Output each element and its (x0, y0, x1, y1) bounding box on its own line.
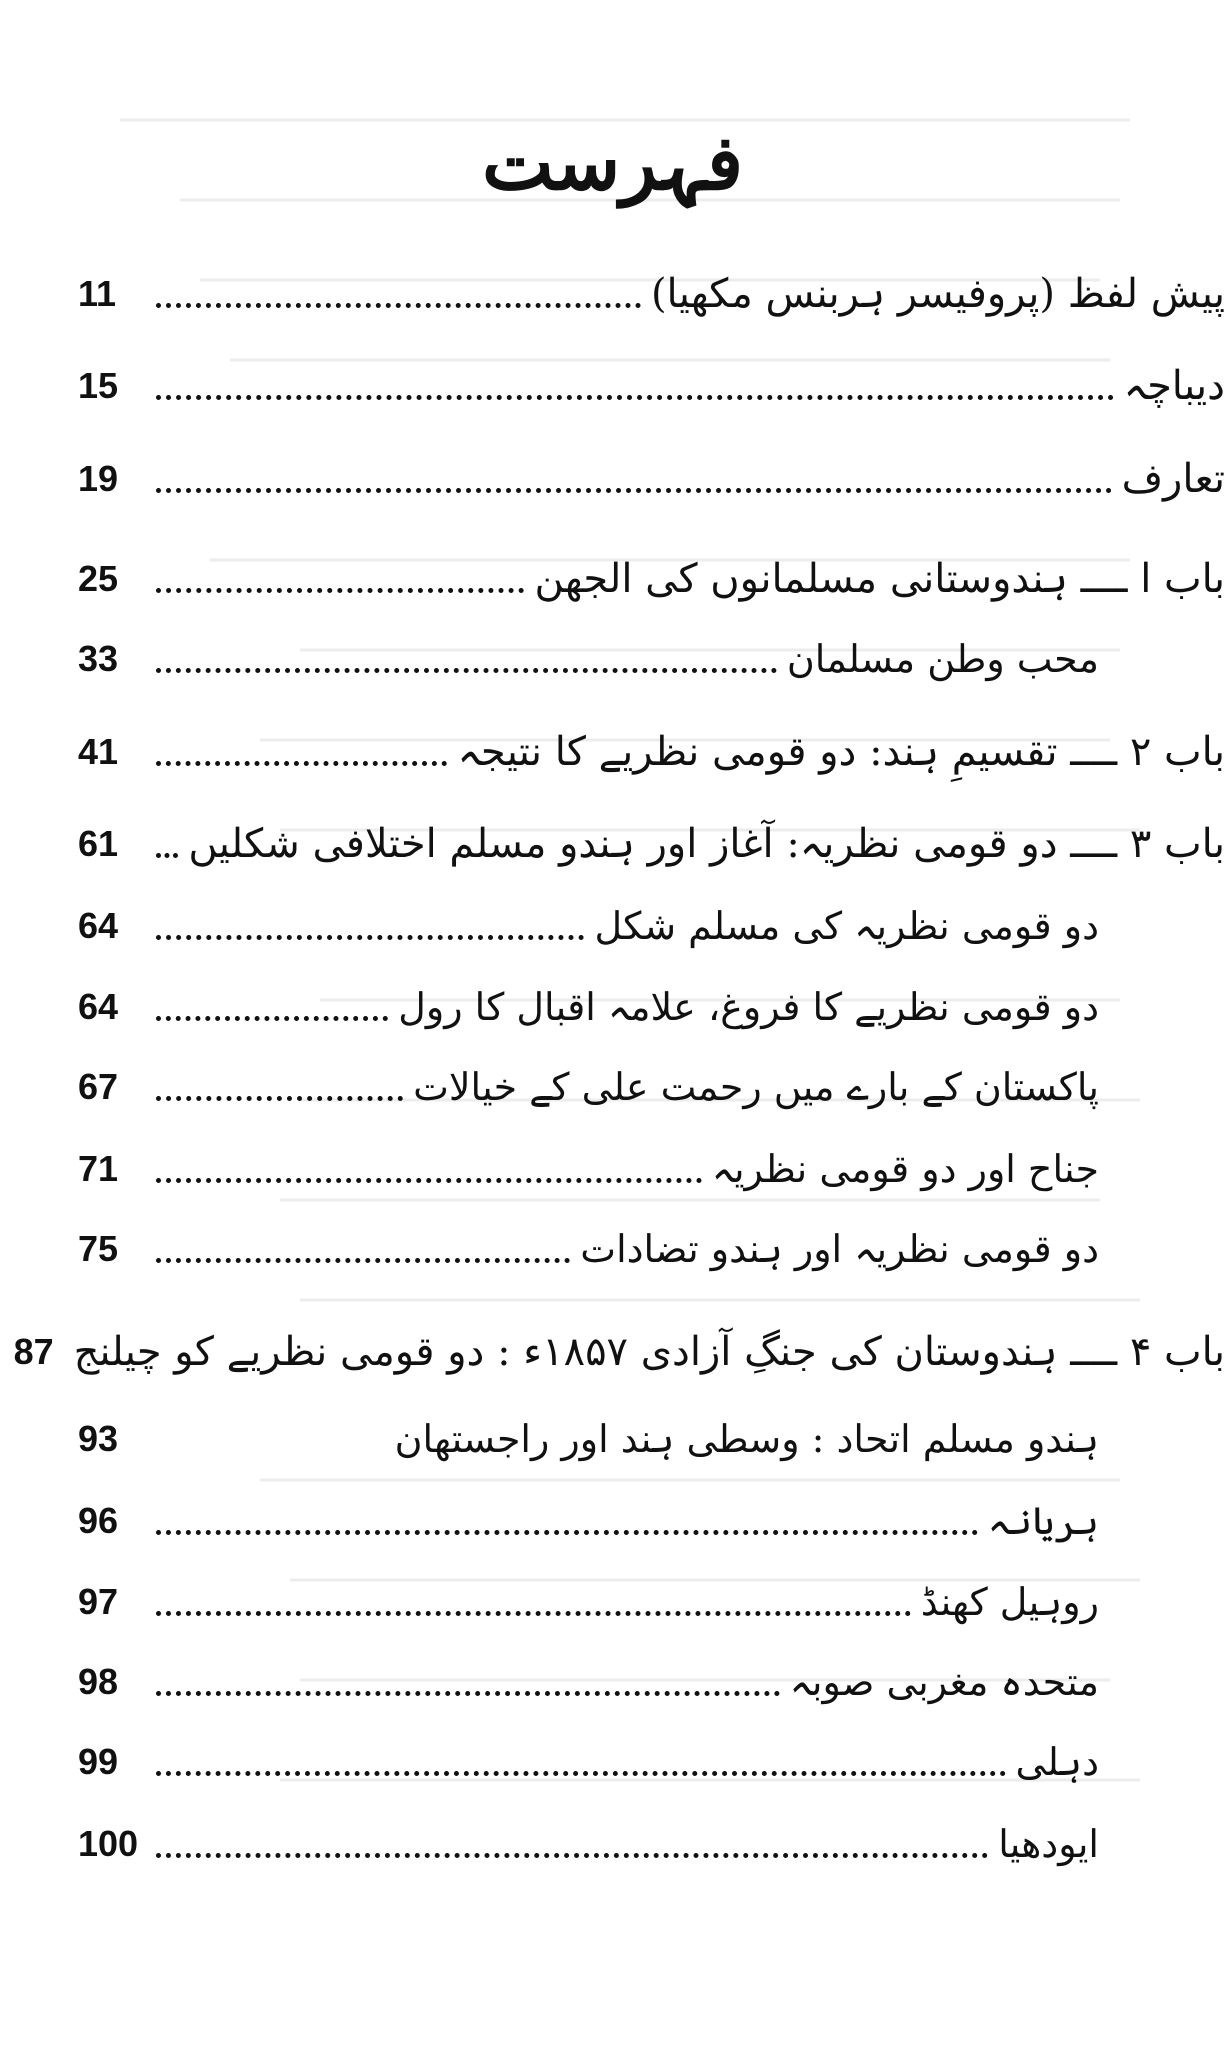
dot-leader (156, 1691, 780, 1696)
toc-page-number: 97 (78, 1581, 119, 1622)
toc-entry-label: باب ۳ ــــ دو قومی نظریہ: آغاز اور ہندو مسلم اختلافی شکلیں (188, 821, 1225, 867)
toc-entry-haryana (78, 1487, 1099, 1547)
toc-entry-muslim-form (78, 892, 1099, 952)
dot-leader (156, 1016, 388, 1021)
toc-entry-label: باب ۴ ــــ ہندوستان کی جنگِ آزادی ۱۸۵۷ء : دو قومی نظریے کو چیلنج (73, 1329, 1225, 1375)
toc-page-number: 87 (13, 1331, 54, 1372)
toc-page-number: 25 (78, 558, 119, 599)
toc-entry-chapter-4 (13, 1318, 1225, 1378)
dot-leader (156, 303, 641, 308)
toc-entry-label: متحدہ مغربی صوبہ (789, 1660, 1099, 1704)
toc-entry-label: دو قومی نظریہ اور ہندو تضادات (580, 1227, 1099, 1271)
toc-page-number: 71 (78, 1148, 119, 1189)
toc-entry-rohilkhand (78, 1568, 1099, 1628)
toc-entry-rahmat-ali (78, 1053, 1099, 1113)
toc-entry-label: دیباچہ (1123, 363, 1225, 409)
toc-entry-chapter-3 (78, 810, 1225, 870)
toc-page-number: 33 (78, 638, 119, 679)
toc-page-number: 64 (78, 986, 119, 1027)
toc-page-number: 99 (78, 1741, 119, 1782)
toc-page-number: 41 (78, 731, 119, 772)
dot-leader (156, 1178, 702, 1183)
toc-entry-united-western-province (78, 1648, 1099, 1708)
toc-page-number: 61 (78, 823, 119, 864)
toc-page-number: 19 (78, 458, 119, 499)
page-title: فہرست (481, 118, 744, 207)
toc-entry-label: پیش لفظ (پروفیسر ہربنس مکھیا) (650, 271, 1225, 317)
toc-entry-label: ایودھیا (998, 1822, 1099, 1866)
toc-entry-label: تعارف (1121, 456, 1225, 502)
toc-entry-label: جناح اور دو قومی نظریہ (711, 1147, 1099, 1191)
dot-leader (156, 668, 777, 673)
toc-page-number: 100 (78, 1823, 139, 1864)
toc-page-number: 75 (78, 1228, 119, 1269)
toc-entry-label: پاکستان کے بارے میں رحمت علی کے خیالات (413, 1065, 1099, 1109)
dot-leader (156, 395, 1114, 400)
dot-leader (156, 1448, 385, 1453)
dot-leader (156, 1096, 403, 1101)
toc-page-number: 98 (78, 1661, 119, 1702)
toc-page-number: 93 (78, 1418, 119, 1459)
dot-leader (156, 488, 1112, 493)
toc-page-number: 67 (78, 1066, 119, 1107)
toc-entry-hindu-contradictions (78, 1215, 1099, 1275)
toc-entry-jinnah (78, 1135, 1099, 1195)
dot-leader (156, 935, 584, 940)
toc-entry-label: دو قومی نظریے کا فروغ، علامہ اقبال کا رول (398, 985, 1099, 1029)
toc-entry-label: ہریانہ (987, 1499, 1099, 1543)
toc-entry-label: دہلی (1015, 1740, 1099, 1784)
toc-entry-label: ہندو مسلم اتحاد : وسطی ہند اور راجستھان (394, 1417, 1099, 1461)
dot-leader (156, 1611, 911, 1616)
toc-entry-chapter-1 (78, 545, 1225, 605)
toc-entry-foreword (78, 260, 1225, 320)
toc-page-number: 11 (78, 273, 117, 314)
dot-leader (156, 1771, 1006, 1776)
toc-page-number: 96 (78, 1500, 119, 1541)
toc-entry-preface (78, 352, 1225, 412)
dot-leader (156, 1530, 978, 1535)
dot-leader (156, 1258, 570, 1263)
dot-leader (156, 761, 447, 766)
toc-entry-iqbal-role (78, 973, 1099, 1033)
toc-page-number: 64 (78, 905, 119, 946)
toc-entry-hindu-muslim-unity (78, 1405, 1099, 1465)
toc-entry-label: دو قومی نظریہ کی مسلم شکل (594, 904, 1099, 948)
toc-entry-patriotic-muslims (78, 625, 1099, 685)
toc-entry-label: روہیل کھنڈ (920, 1580, 1099, 1624)
dot-leader (156, 588, 524, 593)
toc-entry-label: محب وطن مسلمان (786, 637, 1099, 681)
toc-entry-introduction (78, 445, 1225, 505)
toc-entry-label: باب ا ــــ ہندوستانی مسلمانوں کی الجھن (534, 556, 1225, 602)
toc-entry-ayodhya (78, 1810, 1099, 1870)
dot-leader (156, 853, 178, 858)
toc-entry-chapter-2 (78, 718, 1225, 778)
toc-entry-label: باب ۲ ــــ تقسیمِ ہند: دو قومی نظریے کا نتیجہ (457, 729, 1225, 775)
toc-entry-delhi (78, 1728, 1099, 1788)
dot-leader (156, 1853, 988, 1858)
toc-page-number: 15 (78, 365, 119, 406)
